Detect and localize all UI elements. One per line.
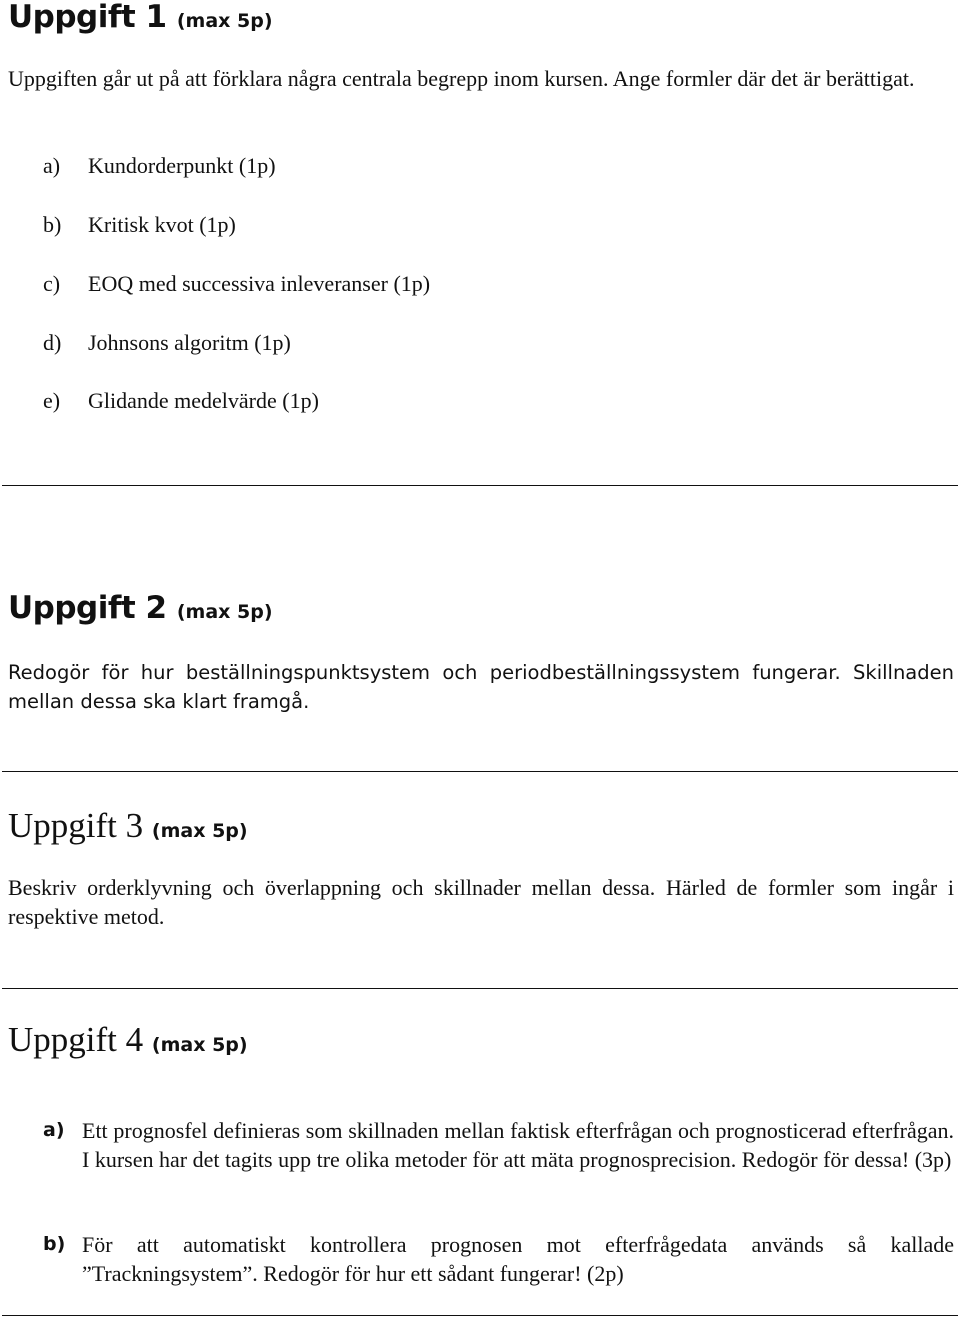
q1-item-b-text: Kritisk kvot (1p) <box>88 212 236 237</box>
q3-max-points: (max 5p) <box>151 820 248 842</box>
divider-3 <box>2 988 958 989</box>
q4-item-a <box>43 1116 954 1174</box>
q1-item-c <box>43 269 430 298</box>
q1-item-e-marker: e) <box>43 388 61 413</box>
q4-item-a-marker: a) <box>43 1119 65 1141</box>
q1-item-a-marker: a) <box>43 153 61 178</box>
q1-item-d-marker: d) <box>43 330 62 355</box>
q4-max-points: (max 5p) <box>151 1034 248 1056</box>
q1-item-c-text: EOQ med successiva inleveranser (1p) <box>88 271 431 296</box>
q1-item-a <box>43 151 276 180</box>
q1-max-points: (max 5p) <box>176 10 273 32</box>
q4-item-b-marker: b) <box>43 1233 66 1255</box>
q3-text: Beskriv orderklyvning och överlappning och skillnader mellan dessa. Härled de formler som ingår i respektive metod. <box>8 875 954 929</box>
q1-item-b <box>43 210 236 239</box>
q4-item-b-text: För att automatiskt kontrollera prognosen mot efterfrågedata används så kallade ”Trackningsystem”. Redogör för hur ett sådant fungerar! (2p) <box>82 1232 954 1286</box>
q1-heading <box>8 2 273 33</box>
q1-title: Uppgift 1 <box>8 0 167 35</box>
q4-title: Uppgift 4 <box>8 1020 144 1059</box>
q1-item-d-text: Johnsons algoritm (1p) <box>88 330 291 355</box>
q1-item-e <box>43 386 319 415</box>
q2-text: Redogör för hur beställningspunktsystem och periodbeställningssystem fungerar. Skillnaden mellan dessa ska klart framgå. <box>8 661 954 713</box>
q2-heading <box>8 590 273 626</box>
divider-4 <box>2 1315 958 1316</box>
q3-title: Uppgift 3 <box>8 806 144 845</box>
q4-item-b <box>43 1230 954 1288</box>
q2-max-points: (max 5p) <box>176 601 273 623</box>
q2-title: Uppgift 2 <box>8 590 167 626</box>
q3-heading <box>8 808 248 843</box>
q1-item-c-marker: c) <box>43 271 61 296</box>
q4-heading <box>8 1022 248 1057</box>
q1-item-b-marker: b) <box>43 212 62 237</box>
q4-item-a-text: Ett prognosfel definieras som skillnaden mellan faktisk efterfrågan och prognosticerad efterfrågan. I kursen har det tagits upp tre olika metoder för att mäta prognosprecision. Redogör för dessa! (3p) <box>82 1118 954 1172</box>
divider-1 <box>2 485 958 486</box>
q1-item-e-text: Glidande medelvärde (1p) <box>88 388 319 413</box>
q1-item-d <box>43 328 291 357</box>
divider-2 <box>2 771 958 772</box>
q1-intro: Uppgiften går ut på att förklara några centrala begrepp inom kursen. Ange formler där det är berättigat. <box>8 66 915 91</box>
q1-item-a-text: Kundorderpunkt (1p) <box>88 153 276 178</box>
